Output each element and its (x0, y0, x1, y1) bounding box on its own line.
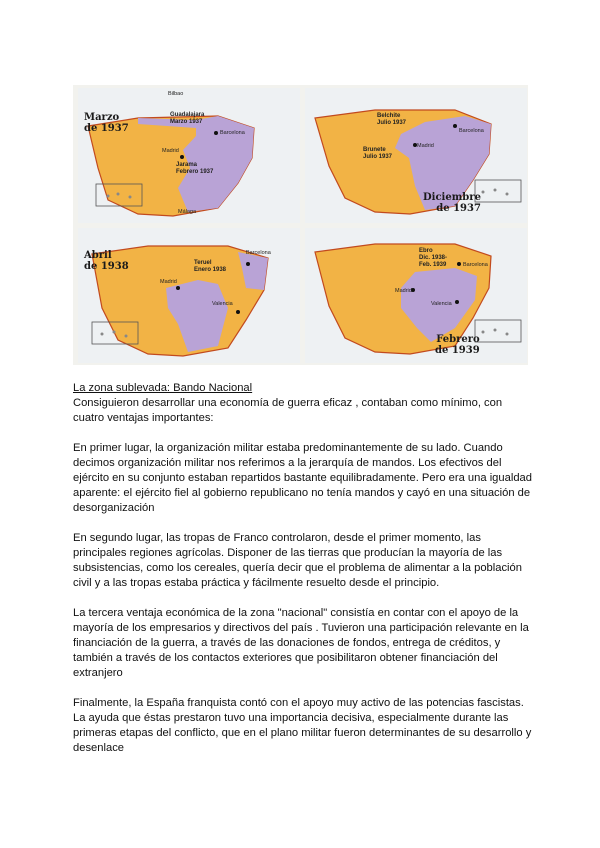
city-valencia: Valencia (212, 301, 233, 307)
intro-text: Consiguieron desarrollar una economía de guerra eficaz , contaban como mínimo, con cuatro ventajas importantes: (73, 397, 503, 424)
battle-label: Ebro Dic. 1938- Feb. 1939 (419, 248, 448, 268)
battle-label: Teruel Enero 1938 (194, 260, 227, 273)
city-barcelona: Barcelona (463, 262, 488, 268)
map-february-1939-graphic (305, 228, 527, 363)
paragraph-1: En primer lugar, la organización militar estaba predominantemente de su lado. Cuando decimos organización militar nos referimos a la jerarquía de mandos. Los efectivos del ejército en su conjunto estaban repartidos bastante equilibradamente. Pero era una igualdad aparente: el ejército fiel al gobierno republicano no tenía mandos y cayó en una situación de desorganización (73, 442, 532, 514)
battle-label: Brunete Julio 1937 (363, 147, 393, 160)
section-heading: La zona sublevada: Bando Nacional (73, 382, 253, 394)
paragraph-4: Finalmente, la España franquista contó con el apoyo muy activo de las potencias fascistas. La ayuda que éstas prestaron tuvo una importancia decisiva, especialmente durante las primeras etapas del conflicto, que en el plano militar fueron determinantes de su desarrollo y desenlace (73, 697, 532, 754)
map-date-label: Diciembre de 1937 (423, 192, 481, 214)
intro-paragraph (73, 381, 533, 426)
map-date-label: Abril de 1938 (84, 250, 129, 272)
city-madrid: Madrid (417, 143, 434, 149)
city-barcelona: Barcelona (220, 130, 245, 136)
map-date-label: Marzo de 1937 (84, 112, 129, 134)
map-april-1938-graphic (78, 228, 300, 363)
city-madrid: Madrid (162, 148, 179, 154)
city-valencia: Valencia (431, 301, 452, 307)
city-madrid: Madrid (395, 288, 412, 294)
civil-war-maps-figure (73, 85, 528, 365)
map-december-1937 (305, 88, 527, 223)
battle-label: Belchite Julio 1937 (377, 113, 407, 126)
map-february-1939 (305, 228, 527, 363)
map-date-label: Febrero de 1939 (435, 334, 480, 356)
map-april-1938 (78, 228, 300, 363)
article-body (73, 381, 533, 771)
city-barcelona: Barcelona (459, 128, 484, 134)
battle-label: Guadalajara Marzo 1937 (170, 112, 205, 125)
battle-label: Jarama Febrero 1937 (176, 162, 214, 175)
city-madrid: Madrid (160, 279, 177, 285)
city-barcelona: Barcelona (246, 250, 271, 256)
paragraph-2: En segundo lugar, las tropas de Franco controlaron, desde el primer momento, las principales regiones agrícolas. Disponer de las tierras que producían la mayoría de las subsistencias, como los cereales, quería decir que el problema de alimentar a la población civil y a las tropas estaba práctica y fácilmente resuelto desde el principio. (73, 532, 522, 589)
map-march-1937-graphic (78, 88, 300, 223)
city-malaga: Málaga (178, 209, 197, 215)
map-march-1937 (78, 88, 300, 223)
map-december-1937-graphic (305, 88, 527, 223)
city-bilbao: Bilbao (168, 91, 184, 97)
paragraph-3: La tercera ventaja económica de la zona "nacional" consistía en contar con el apoyo de la mayoría de los empresarios y directivos del país . Tuvieron una participación relevante en la financiación de la guerra, a través de las donaciones de fondos, entrega de créditos, y también a través de los contactos exteriores que posibilitaron obtener financiación del extranjero (73, 607, 529, 679)
